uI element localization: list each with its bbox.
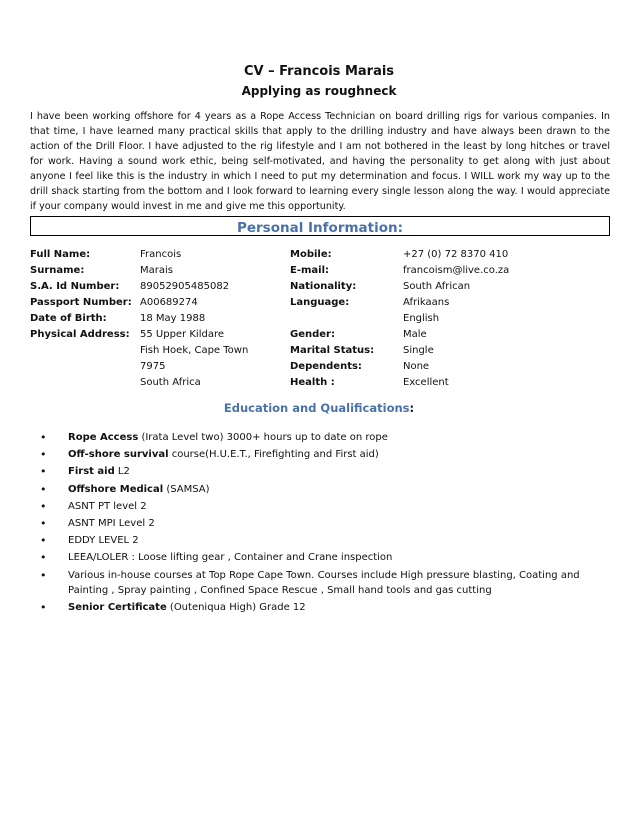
personal-info-header [30,216,610,236]
info-value: francoism@live.co.za [403,265,510,276]
intro-line: I have been working offshore for 4 years as a Rope Access Technician on board drilling rigs for various companies. [30,111,598,122]
info-label: Language: [290,297,350,308]
education-list [38,430,598,617]
info-label: Marital Status: [290,345,375,356]
intro-line: In that time, I have learned many practical skills that apply to the drilling industry and have always been drawn to [30,111,610,137]
info-value: Afrikaans [403,297,450,308]
list-item [38,516,598,531]
intro-line: up to the drill shack starting from the bottom and I look forward to learning every single lesson along the way. I [30,171,610,197]
info-label: Gender: [290,329,335,340]
personal-info-heading: Personal Information: [236,220,404,236]
list-item [38,482,598,497]
info-label: Date of Birth: [30,313,107,324]
info-value: Marais [140,265,173,276]
info-value: +27 (0) 72 8370 410 [403,249,509,260]
info-label: Passport Number: [30,297,132,308]
list-item [38,447,598,462]
qualification-detail: course(H.U.E.T., Firefighting and First aid) [168,449,379,461]
qualification-detail: EDDY LEVEL 2 [68,535,139,547]
list-item [38,600,598,615]
info-label: Mobile: [290,249,332,260]
qualification-detail: ASNT MPI Level 2 [68,517,155,529]
cv-subtitle: Applying as roughneck [241,84,397,98]
qualification-name: First aid [68,466,115,478]
info-value: 8905290548508​2 [140,281,230,292]
info-value: South African [403,281,471,292]
qualification-detail: (Irata Level two) 3000+ hours up to date on rope [138,432,388,443]
qualification-name: Senior Certificate [68,601,167,613]
qualification-detail: LEEA/LOLER : Loose lifting gear , Container and Crane inspection [68,552,393,564]
qualification-name: Rope Access [68,432,139,443]
info-label: Nationality: [290,281,357,292]
info-value: A00689274 [140,297,198,308]
info-label: Health : [290,377,335,388]
info-value: South Africa [140,377,201,388]
info-value: 7975 [140,361,166,372]
intro-line: would appreciate if your company would invest in me and give me this opportunity. [30,186,610,212]
info-value: English [403,313,440,324]
info-value: Fish Hoek, Cape Town [140,345,249,356]
list-item [38,430,598,445]
qualification-detail: ASNT PT level 2 [68,500,147,512]
cv-title: CV – Francois Marais [243,64,395,79]
info-value: Male [403,329,427,340]
info-value: None [403,361,430,372]
info-label: Physical Address: [30,329,130,340]
qualification-detail: L2 [114,466,130,478]
list-item [38,550,598,565]
intro-line: the action of the Drill Floor. I have adjusted to the rig lifestyle and I am not bothered in the least by long hitches or [30,126,610,152]
education-heading [0,401,638,415]
info-label: Dependents: [290,361,362,372]
education-heading-text: Education and Qualifications [223,401,410,415]
intro-paragraph [30,109,610,214]
qualification-detail: Various in-house courses at Top Rope Cape Town. Courses include High pressure blasting, Coating and Painting , Spray painting , Confined Space Rescue , Small hand tools and gas cutting [68,569,580,596]
list-item [38,533,598,548]
info-label: E-mail: [290,265,330,276]
info-value: 55 Upper Kildare [140,329,224,340]
info-value: 18 May 1988 [140,313,206,324]
intro-line: about anyone I feel like this is the industry in which I need to put my determination and focus. I WILL work my way [30,156,610,182]
info-label: S.A. Id Number: [30,281,120,292]
info-value: Excellent [403,377,449,388]
qualification-name: Offshore Medical [68,483,164,495]
education-heading-colon: : [409,401,415,415]
info-value: Francois [140,249,182,260]
list-item [38,464,598,479]
info-label: Surname: [30,265,85,276]
info-label: Full Name: [30,249,91,260]
intro-line: travel for work. Having a sound work ethic, being self-motivated, and having the personality to get along with just [30,141,610,167]
qualification-detail: (SAMSA) [163,483,210,495]
list-item [38,568,598,598]
list-item [38,499,598,514]
info-value: Single [403,345,434,356]
qualification-detail: (Outeniqua High) Grade 12 [166,601,306,613]
qualification-name: Off-shore survival [68,449,169,461]
